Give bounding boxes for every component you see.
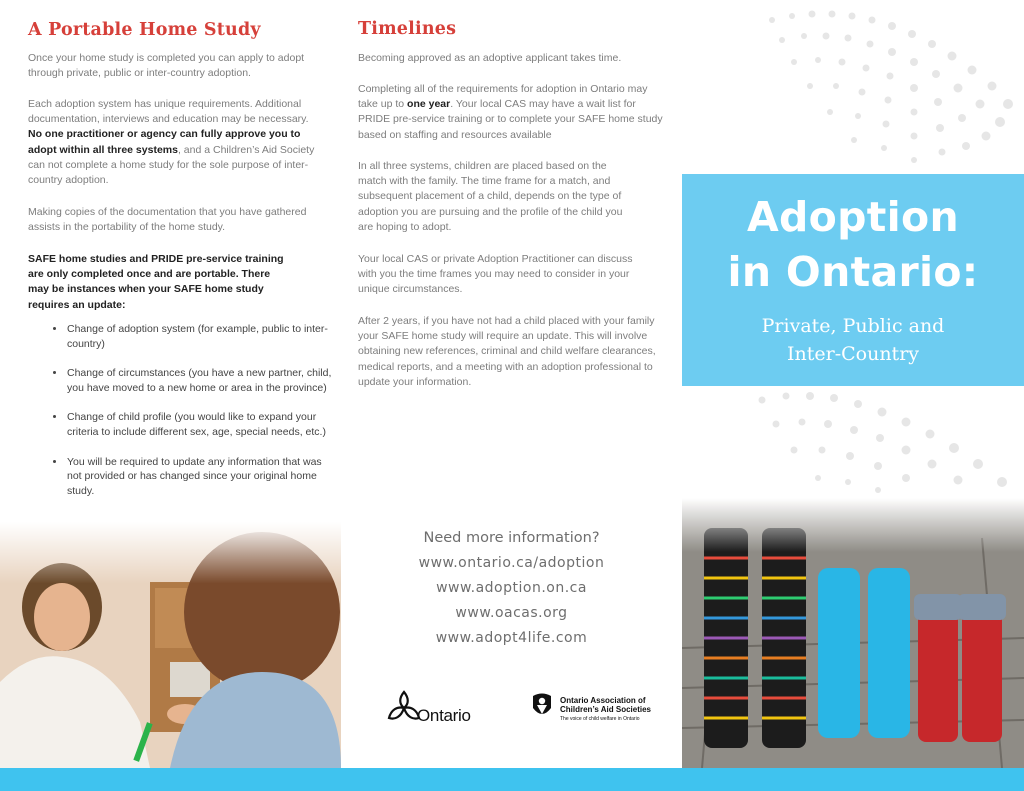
list-item: • Change of adoption system (for example, public to inter-country): [66, 322, 336, 351]
title-box: [682, 174, 1024, 386]
dot-pattern-top: [682, 0, 1024, 174]
oacas-name-line2: Children’s Aid Societies: [560, 705, 651, 714]
timelines-paragraph-5: After 2 years, if you have not had a child placed with your family your SAFE home study will require an update. This will involve obtaining new references, criminal and child welfare clearances, medical reports, and a meeting with an adoption professional to update your information.: [358, 315, 656, 388]
dot-pattern-bottom: [682, 386, 1024, 498]
oacas-logo-icon: [530, 692, 554, 722]
link-oacas[interactable]: www.oacas.org: [455, 605, 568, 621]
link-adopt4life[interactable]: www.adopt4life.com: [435, 630, 588, 646]
bottom-color-strip: [0, 768, 1024, 791]
contact-heading: Need more information?: [423, 530, 600, 546]
timelines-paragraph-3: In all three systems, children are placed based on the match with the family. The time frame for a match, and subsequent placement of a child, depends on the type of adoption you are pursuing and the profile of the child you are hoping to adopt.: [358, 160, 623, 233]
link-adoption-on-ca[interactable]: www.adoption.on.ca: [436, 580, 587, 596]
link-ontario-adoption[interactable]: www.ontario.ca/adoption: [418, 555, 605, 571]
brochure-subtitle: [682, 312, 1024, 368]
t2-text-c: . Your local CAS may have a wait list for PRIDE pre-service training or to complete your SAFE home study based on staffing and resources available: [358, 98, 663, 141]
portable-paragraph-1: Once your home study is completed you can apply to adopt through private, public or inter-country adoption.: [28, 52, 305, 80]
timelines-paragraph-4: Your local CAS or private Adoption Practitioner can discuss with you the time frames you may need to consider in your unique circumstances.: [358, 253, 633, 296]
timelines-heading: Timelines: [358, 19, 457, 39]
portable-home-study-heading: A Portable Home Study: [28, 20, 261, 40]
t2-bold: one year: [407, 98, 451, 111]
left-panel: [0, 0, 341, 768]
title-line-2: in Ontario:: [727, 248, 979, 296]
portable-paragraph-3: Making copies of the documentation that you have gathered assists in the portability of the home study.: [28, 206, 307, 234]
list-item: • Change of child profile (you would like to expand your criteria to include different sex, age, special needs, etc.): [66, 410, 336, 439]
oacas-logo: [530, 692, 670, 728]
portable-paragraph-4: SAFE home studies and PRIDE pre-service training are only completed once and are portable. There may be instances when your SAFE home study requires an update:: [28, 253, 284, 311]
p2-bold: No one practitioner or agency can fully approve you to adopt within all three systems: [28, 128, 301, 156]
title-line-1: Adoption: [746, 193, 959, 241]
timelines-paragraph-2: [358, 82, 668, 143]
p2-text-c: , and a Children’s Aid Society can not complete a home study for the sole purpose of inter-country adoption.: [28, 143, 315, 187]
update-reasons-list: [28, 322, 336, 513]
oacas-tagline: The voice of child welfare in Ontario: [560, 716, 640, 722]
oacas-name-line1: Ontario Association of: [560, 696, 646, 705]
right-panel: [682, 0, 1024, 768]
list-item: • You will be required to update any information that was not provided or has changed since your original home study.: [66, 455, 336, 499]
rain-boots-photo: [682, 498, 1024, 768]
ontario-logo: [387, 690, 487, 726]
timelines-paragraph-1: Becoming approved as an adoptive applicant takes time.: [358, 52, 622, 64]
list-item: • Change of circumstances (you have a new partner, child, you have moved to a new home or area in the province): [66, 366, 336, 395]
p2-text-a: Each adoption system has unique requirements. Additional documentation, interviews and education may be necessary.: [28, 98, 309, 126]
trillium-logo-icon: [387, 690, 421, 724]
women-meeting-photo: [0, 522, 341, 768]
brochure-title: [682, 190, 1024, 300]
ontario-logo-text: Ontario: [417, 706, 471, 725]
rain-boots-illustration: [682, 498, 1024, 768]
t2-text-a: Completing all of the requirements for adoption in Ontario may take up to: [358, 83, 648, 111]
portable-paragraph-2: [28, 97, 318, 188]
women-meeting-illustration: [0, 522, 341, 768]
subtitle-line-2: Inter-Country: [786, 343, 920, 365]
middle-panel: [341, 0, 682, 768]
subtitle-line-1: Private, Public and: [761, 315, 945, 337]
